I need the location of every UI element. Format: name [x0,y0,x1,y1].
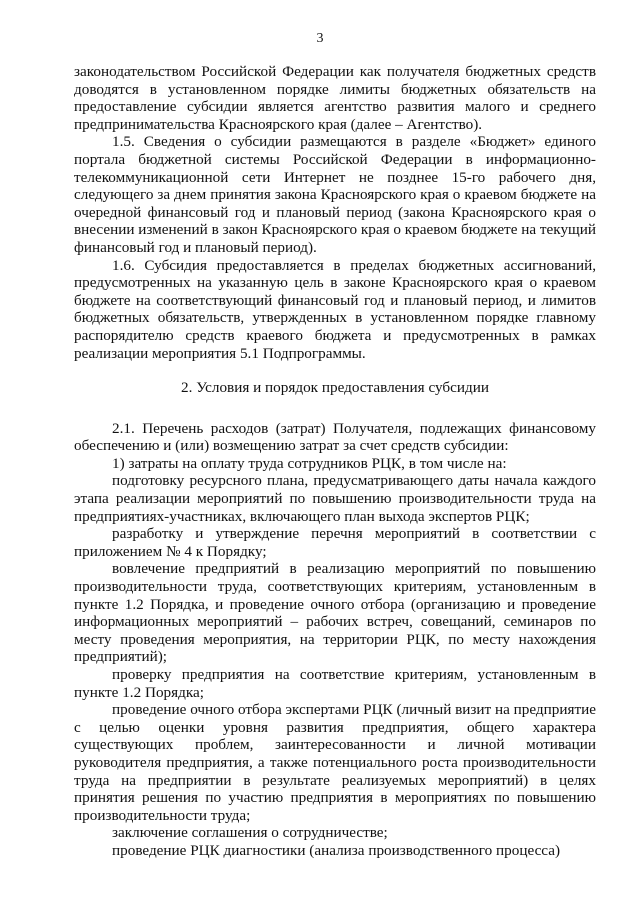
paragraph: 1) затраты на оплату труда сотрудников РЦК, в том числе на: [112,454,507,472]
paragraph: подготовку ресурсного плана, предусматривающего даты начала каждого этапа реализации мероприятий по повышению производительности труда на предприятиях-участниках, включающего план выхода экспертов РЦК; [74,472,596,525]
paragraphs-before-heading [74,63,596,362]
paragraph: 2.1. Перечень расходов (затрат) Получателя, подлежащих финансовому обеспечению и (или) возмещению затрат за счет средств субсидии: [74,419,596,455]
section-heading: 2. Условия и порядок предоставления субсидии [181,379,489,397]
paragraph: проведение РЦК диагностики (анализа производственного процесса) [112,841,561,859]
paragraph: 1.5. Сведения о субсидии размещаются в разделе «Бюджет» единого портала бюджетной системы Российской Федерации в информационно-телекоммуникационной сети Интернет не позднее 15-го рабочего дня, следующего за днем принятия закона Красноярского края о краевом бюджете на очередной финансовый год и плановый период (закона Красноярского края о внесении изменений в закон Красноярского края о краевом бюджете на текущий финансовый год и плановый период). [74,133,596,256]
paragraphs-after-heading [74,420,596,860]
paragraph: заключение соглашения о сотрудничестве; [112,824,388,842]
page-number: 3 [316,31,324,46]
paragraph: проверку предприятия на соответствие критериям, установленным в пункте 1.2 Порядка; [74,666,596,701]
paragraph: 1.6. Субсидия предоставляется в пределах бюджетных ассигнований, предусмотренных на указанную цель в законе Красноярского края о краевом бюджете на соответствующий финансовый год и плановый период, и лимитов бюджетных обязательств, утвержденных в установленном порядке главному распорядителю средств краевого бюджета и предусмотренных в рамках реализации мероприятия 5.1 Подпрограммы. [74,256,596,362]
paragraph: разработку и утверждение перечня мероприятий в соответствии с приложением № 4 к Порядку; [74,525,596,560]
paragraph: законодательством Российской Федерации как получателя бюджетных средств доводятся в установленном порядке лимиты бюджетных обязательств на предоставление субсидии является агентство развития малого и среднего предпринимательства Красноярского края (далее – Агентство). [74,63,596,133]
document-body [74,63,596,860]
paragraph: вовлечение предприятий в реализацию мероприятий по повышению производительности труда, соответствующих критериям, установленным в пункте 1.2 Порядка, и проведение очного отбора (организацию и проведение информационных мероприятий – рабочих встреч, совещаний, семинаров по месту проведения мероприятия, на территории РЦК, по месту нахождения предприятий); [74,560,596,666]
paragraph: проведение очного отбора экспертами РЦК (личный визит на предприятие с целью оценки уровня развития предприятия, общего характера существующих проблем, заинтересованности и личной мотивации руководителя предприятия, а также потенциального роста производительности труда на предприятии в результате реализуемых мероприятий) в целях принятия решения по участию предприятия в мероприятиях по повышению производительности труда; [74,701,596,824]
